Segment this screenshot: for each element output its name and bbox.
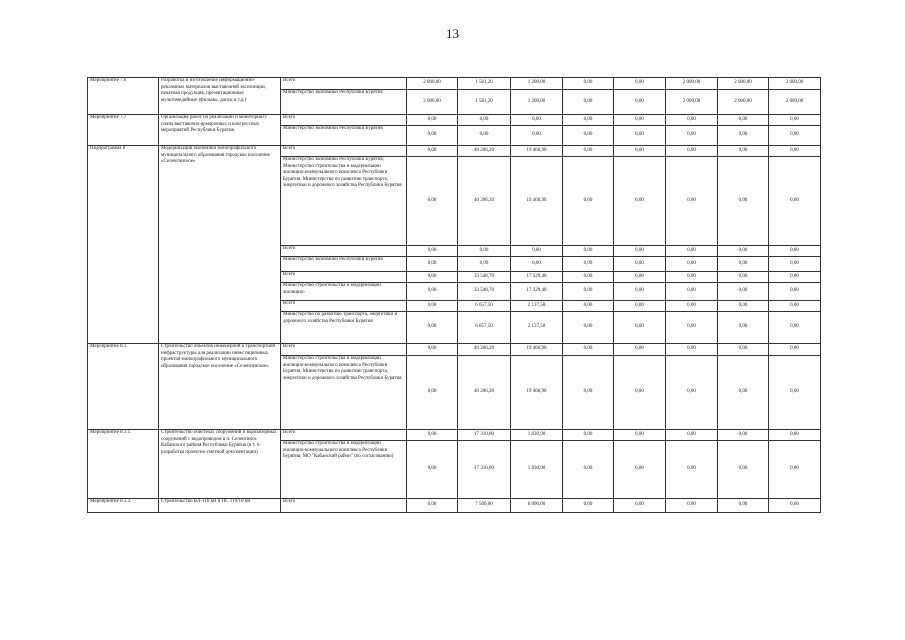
amount-cell: 1 581,20 (458, 78, 511, 90)
amount-cell: 0,00 (407, 344, 458, 356)
amount-cell: 0,00 (458, 115, 511, 126)
amount-cell: 0,00 (666, 312, 718, 344)
amount-cell: 0,00 (563, 344, 614, 356)
amount-cell: 0,00 (666, 499, 718, 513)
funding-source: Всего (281, 430, 407, 441)
amount-cell: 6 657,50 (458, 312, 511, 344)
funding-source: Министерство по развитию транспорта, энергетики и дорожного хозяйства Республики Бурятия (281, 312, 407, 344)
activity-name: Организация работ по реализации и мониторингу плана выставочно-ярмарочных и конгрессных мероприятий Республики Бурятия (159, 115, 281, 146)
table-row (88, 78, 821, 90)
amount-cell: 0,00 (563, 441, 614, 499)
amount-cell: 6 657,50 (458, 301, 511, 312)
amount-cell: 0,00 (563, 312, 614, 344)
amount-cell: 2 000,00 (769, 90, 821, 115)
activity-code: Мероприятие 8.1.1. (88, 430, 159, 499)
funding-source: Всего (281, 115, 407, 126)
amount-cell: 0,00 (666, 257, 718, 272)
amount-cell: 2 000,00 (407, 78, 458, 90)
amount-cell: 0,00 (563, 78, 614, 90)
amount-cell: 0,00 (718, 126, 769, 146)
amount-cell: 6 000,00 (511, 499, 563, 513)
amount-cell: 33 548,70 (458, 272, 511, 283)
table-row (88, 115, 821, 126)
amount-cell: 0,00 (666, 356, 718, 430)
amount-cell: 40 206,20 (458, 157, 511, 246)
amount-cell: 0,00 (563, 90, 614, 115)
amount-cell: 0,00 (407, 115, 458, 126)
amount-cell: 19 466,90 (511, 146, 563, 157)
activity-code: Мероприятие 7.6 (88, 78, 159, 115)
amount-cell: 0,00 (614, 312, 666, 344)
amount-cell: 0,00 (666, 146, 718, 157)
amount-cell: 0,00 (718, 499, 769, 513)
amount-cell: 0,00 (614, 499, 666, 513)
amount-cell: 0,00 (769, 499, 821, 513)
amount-cell: 0,00 (407, 146, 458, 157)
amount-cell: 0,00 (563, 157, 614, 246)
amount-cell: 0,00 (407, 312, 458, 344)
amount-cell: 0,00 (718, 257, 769, 272)
amount-cell: 0,00 (666, 157, 718, 246)
amount-cell: 0,00 (769, 441, 821, 499)
table-row (88, 146, 821, 157)
amount-cell: 0,00 (769, 301, 821, 312)
amount-cell: 17 310,00 (458, 441, 511, 499)
funding-source: Всего (281, 272, 407, 283)
amount-cell: 19 466,90 (511, 344, 563, 356)
budget-table (87, 77, 821, 513)
amount-cell: 0,00 (563, 356, 614, 430)
amount-cell: 0,00 (718, 301, 769, 312)
activity-name: Строительство объектов инженерной и транспортной инфраструктуры для реализации инвестиционных проектов монопрофильного муниципального образования городское поселение «Селенгинское» (159, 344, 281, 430)
funding-source: Министерство строительства и модернизации жилищно-коммунального комплекса Республики Бурятия, Министерство по развитию транспорта, энергетики и дорожного хозяйства Республики Бурятия (281, 356, 407, 430)
amount-cell: 0,00 (407, 257, 458, 272)
amount-cell: 40 206,20 (458, 146, 511, 157)
amount-cell: 2 000,00 (666, 90, 718, 115)
funding-source: Министерство строительства и модернизации жилищно-коммунального комплекса Республики Бурятия, МО "Кабанский район" (по согласованию) (281, 441, 407, 499)
amount-cell: 1 830,90 (511, 441, 563, 499)
amount-cell: 0,00 (407, 356, 458, 430)
amount-cell: 0,00 (769, 356, 821, 430)
table-row (88, 430, 821, 441)
table-row (88, 344, 821, 356)
amount-cell: 17 329,40 (511, 283, 563, 301)
amount-cell: 0,00 (666, 126, 718, 146)
amount-cell: 0,00 (407, 246, 458, 257)
amount-cell: 0,00 (614, 146, 666, 157)
funding-source: Всего (281, 301, 407, 312)
amount-cell: 1 200,00 (511, 78, 563, 90)
amount-cell: 0,00 (718, 246, 769, 257)
amount-cell: 0,00 (666, 441, 718, 499)
amount-cell: 0,00 (718, 344, 769, 356)
amount-cell: 0,00 (407, 441, 458, 499)
amount-cell: 0,00 (769, 272, 821, 283)
amount-cell: 0,00 (718, 115, 769, 126)
amount-cell: 7 500,00 (458, 499, 511, 513)
amount-cell: 40 206,20 (458, 344, 511, 356)
amount-cell: 0,00 (666, 344, 718, 356)
amount-cell: 0,00 (666, 272, 718, 283)
amount-cell: 0,00 (769, 344, 821, 356)
activity-code: Мероприятие 7.7 (88, 115, 159, 146)
activity-code: Подпрограмма 8 (88, 146, 159, 344)
amount-cell: 0,00 (614, 257, 666, 272)
amount-cell: 17 310,00 (458, 430, 511, 441)
amount-cell: 0,00 (718, 356, 769, 430)
amount-cell: 0,00 (769, 430, 821, 441)
amount-cell: 0,00 (563, 499, 614, 513)
amount-cell: 0,00 (769, 283, 821, 301)
amount-cell: 0,00 (666, 283, 718, 301)
amount-cell: 0,00 (718, 430, 769, 441)
activity-code: Мероприятие 8.1. (88, 344, 159, 430)
amount-cell: 0,00 (511, 257, 563, 272)
amount-cell: 0,00 (511, 246, 563, 257)
amount-cell: 0,00 (614, 344, 666, 356)
amount-cell: 0,00 (614, 283, 666, 301)
amount-cell: 0,00 (563, 272, 614, 283)
amount-cell: 0,00 (614, 301, 666, 312)
amount-cell: 0,00 (718, 157, 769, 246)
amount-cell: 0,00 (563, 430, 614, 441)
amount-cell: 0,00 (769, 257, 821, 272)
amount-cell: 0,00 (563, 146, 614, 157)
activity-name: Строительство ВЛ-110 кВ и ПС 110/10 кВ (159, 499, 281, 513)
amount-cell: 0,00 (458, 246, 511, 257)
amount-cell: 2 000,00 (666, 78, 718, 90)
amount-cell: 0,00 (458, 126, 511, 146)
amount-cell: 0,00 (769, 157, 821, 246)
amount-cell: 0,00 (511, 126, 563, 146)
amount-cell: 0,00 (769, 126, 821, 146)
amount-cell: 0,00 (407, 430, 458, 441)
activity-code: Мероприятие 8.1.2. (88, 499, 159, 513)
amount-cell: 2 137,50 (511, 301, 563, 312)
amount-cell: 1 200,00 (511, 90, 563, 115)
amount-cell: 0,00 (769, 246, 821, 257)
funding-source: Всего (281, 146, 407, 157)
amount-cell: 0,00 (407, 126, 458, 146)
funding-source: Министерство экономики Республики Бурятия (281, 126, 407, 146)
amount-cell: 2 137,50 (511, 312, 563, 344)
amount-cell: 0,00 (769, 312, 821, 344)
amount-cell: 0,00 (666, 115, 718, 126)
amount-cell: 0,00 (407, 272, 458, 283)
amount-cell: 0,00 (458, 257, 511, 272)
amount-cell: 0,00 (614, 272, 666, 283)
amount-cell: 0,00 (511, 115, 563, 126)
amount-cell: 0,00 (407, 301, 458, 312)
amount-cell: 0,00 (614, 157, 666, 246)
amount-cell: 0,00 (563, 257, 614, 272)
amount-cell: 19 466,90 (511, 157, 563, 246)
amount-cell: 0,00 (563, 246, 614, 257)
amount-cell: 17 329,40 (511, 272, 563, 283)
amount-cell: 0,00 (563, 301, 614, 312)
amount-cell: 0,00 (666, 301, 718, 312)
amount-cell: 0,00 (614, 115, 666, 126)
amount-cell: 0,00 (666, 246, 718, 257)
amount-cell: 0,00 (563, 126, 614, 146)
amount-cell: 0,00 (614, 126, 666, 146)
amount-cell: 0,00 (407, 157, 458, 246)
table-row (88, 499, 821, 513)
amount-cell: 2 000,00 (718, 90, 769, 115)
funding-source: Всего (281, 499, 407, 513)
amount-cell: 0,00 (614, 430, 666, 441)
funding-source: Министерство строительства и модернизации жилищно- (281, 283, 407, 301)
funding-source: Всего (281, 344, 407, 356)
amount-cell: 0,00 (718, 283, 769, 301)
funding-source: Министерство экономики Республики Бурятия (281, 257, 407, 272)
activity-name: Строительство очистных сооружений и водозаборных сооружений с водопроводом в п. Селенгинск Кабанского района Республики Бурятия (в т. ч. разработка проектно-сметной документации) (159, 430, 281, 499)
amount-cell: 2 000,00 (769, 78, 821, 90)
amount-cell: 0,00 (718, 441, 769, 499)
amount-cell: 1 830,90 (511, 430, 563, 441)
amount-cell: 0,00 (614, 356, 666, 430)
activity-name: Модернизация экономики монопрофильного муниципального образования городское поселение «Селенгинское» (159, 146, 281, 344)
amount-cell: 0,00 (769, 115, 821, 126)
amount-cell: 0,00 (563, 115, 614, 126)
funding-source: Всего (281, 246, 407, 257)
activity-name: Разработка и изготовление информационно-рекламных материалов выставочной экспозиции, печатная продукция, презентационные мультимедийные (фильмы, диски и т.д.) (159, 78, 281, 115)
amount-cell: 0,00 (614, 441, 666, 499)
amount-cell: 0,00 (407, 283, 458, 301)
amount-cell: 2 000,00 (407, 90, 458, 115)
amount-cell: 0,00 (718, 146, 769, 157)
funding-source: Министерство экономики Республики Бурятия, Министерство строительства и модернизации жилищно-коммунального комплекса Республики Бурятия, Министерство по развитию транспорта, энергетики и дорожного хозяйства Республики Бурятия (281, 157, 407, 246)
amount-cell: 19 466,90 (511, 356, 563, 430)
funding-source: Всего (281, 78, 407, 90)
amount-cell: 40 206,20 (458, 356, 511, 430)
amount-cell: 33 548,70 (458, 283, 511, 301)
amount-cell: 0,00 (614, 90, 666, 115)
amount-cell: 2 000,00 (718, 78, 769, 90)
funding-source: Министерство экономики Республики Бурятия (281, 90, 407, 115)
amount-cell: 0,00 (407, 499, 458, 513)
amount-cell: 0,00 (769, 146, 821, 157)
amount-cell: 0,00 (563, 283, 614, 301)
page-number: 13 (446, 26, 459, 41)
amount-cell: 0,00 (614, 78, 666, 90)
amount-cell: 1 581,20 (458, 90, 511, 115)
amount-cell: 0,00 (666, 430, 718, 441)
amount-cell: 0,00 (614, 246, 666, 257)
amount-cell: 0,00 (718, 312, 769, 344)
amount-cell: 0,00 (718, 272, 769, 283)
